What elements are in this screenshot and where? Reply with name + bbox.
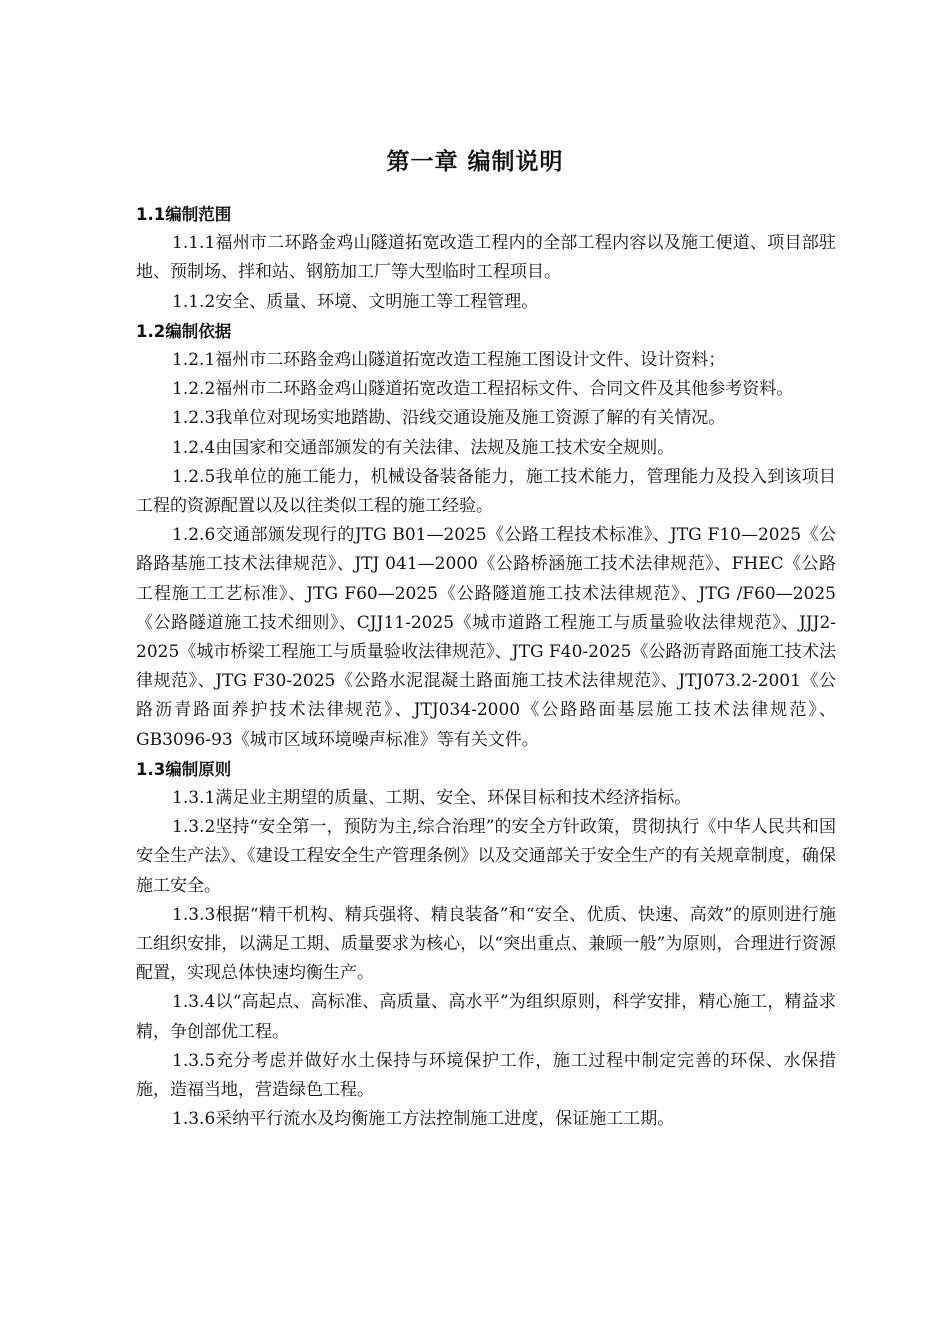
paragraph: 1.1.1福州市二环路金鸡山隧道拓宽改造工程内的全部工程内容以及施工便道、项目部驻地、预制场、拌和站、钢筋加工厂等大型临时工程项目。 xyxy=(136,233,836,283)
document-body xyxy=(136,200,836,1135)
paragraph: 1.3.4以“高起点、高标准、高质量、高水平”为组织原则，科学安排，精心施工，精益求精，争创部优工程。 xyxy=(136,992,836,1042)
section-1-2 xyxy=(136,317,836,755)
chapter-title: 第一章 编制说明 xyxy=(386,149,564,175)
paragraph: 1.3.5充分考虑并做好水土保持与环境保护工作，施工过程中制定完善的环保、水保措施，造福当地，营造绿色工程。 xyxy=(136,1050,836,1101)
section-heading: 1.1编制范围 xyxy=(136,205,232,224)
paragraph: 1.2.6交通部颁发现行的JTG B01—2025《公路工程技术标准》、JTG F10—2025《公路路基施工技术法律规范》、JTJ 041—2000《公路桥涵施工技术法律规范》、FHEC《公路工程施工工艺标准》、JTG F60—2025《公路隧道施工技术法律规范》、JTG /F60—2025《公路隧道施工技术细则》、CJJ11-2025《城市道路工程施工与质量验收法律规范》、JJJ2-2025《城市桥梁工程施工与质量验收法律规范》、JTG F40-2025《公路沥青路面施工技术法律规范》、JTG F30-2025《公路水泥混凝土路面施工技术法律规范》、JTJ073.2-2001《公路沥青路面养护技术法律规范》、JTJ034-2000《公路路面基层施工技术法律规范》、GB3096-93《城市区域环境噪声标准》等有关文件。 xyxy=(136,525,836,750)
paragraph: 1.2.4由国家和交通部颁发的有关法律、法规及施工技术安全规则。 xyxy=(172,437,675,458)
paragraph: 1.3.1满足业主期望的质量、工期、安全、环保目标和技术经济指标。 xyxy=(172,788,692,809)
paragraph: 1.3.2坚持“安全第一，预防为主,综合治理”的安全方针政策，贯彻执行《中华人民共和国安全生产法》、《建设工程安全生产管理条例》以及交通部关于安全生产的有关规章制度，确保施工安全。 xyxy=(136,817,836,896)
paragraph: 1.2.5我单位的施工能力，机械设备装备能力，施工技术能力，管理能力及投入到该项目工程的资源配置以及以往类似工程的施工经验。 xyxy=(136,466,836,517)
paragraph: 1.2.3我单位对现场实地踏勘、沿线交通设施及施工资源了解的有关情况。 xyxy=(172,408,726,429)
section-1-3 xyxy=(136,755,836,1135)
paragraph: 1.1.2安全、质量、环境、文明施工等工程管理。 xyxy=(172,291,539,312)
paragraph: 1.2.2福州市二环路金鸡山隧道拓宽改造工程招标文件、合同文件及其他参考资料。 xyxy=(172,379,794,400)
paragraph: 1.2.1福州市二环路金鸡山隧道拓宽改造工程施工图设计文件、设计资料； xyxy=(172,350,726,371)
section-heading: 1.3编制原则 xyxy=(136,759,232,779)
paragraph: 1.3.3根据“精干机构、精兵强将、精良装备”和“安全、优质、快速、高效”的原则进行施工组织安排，以满足工期、质量要求为核心，以“突出重点、兼顾一般”为原则，合理进行资源配置，实现总体快速均衡生产。 xyxy=(136,904,836,984)
section-heading: 1.2编制依据 xyxy=(136,321,232,341)
section-1-1 xyxy=(136,200,836,317)
paragraph: 1.3.6采纳平行流水及均衡施工方法控制施工进度，保证施工工期。 xyxy=(172,1109,675,1130)
